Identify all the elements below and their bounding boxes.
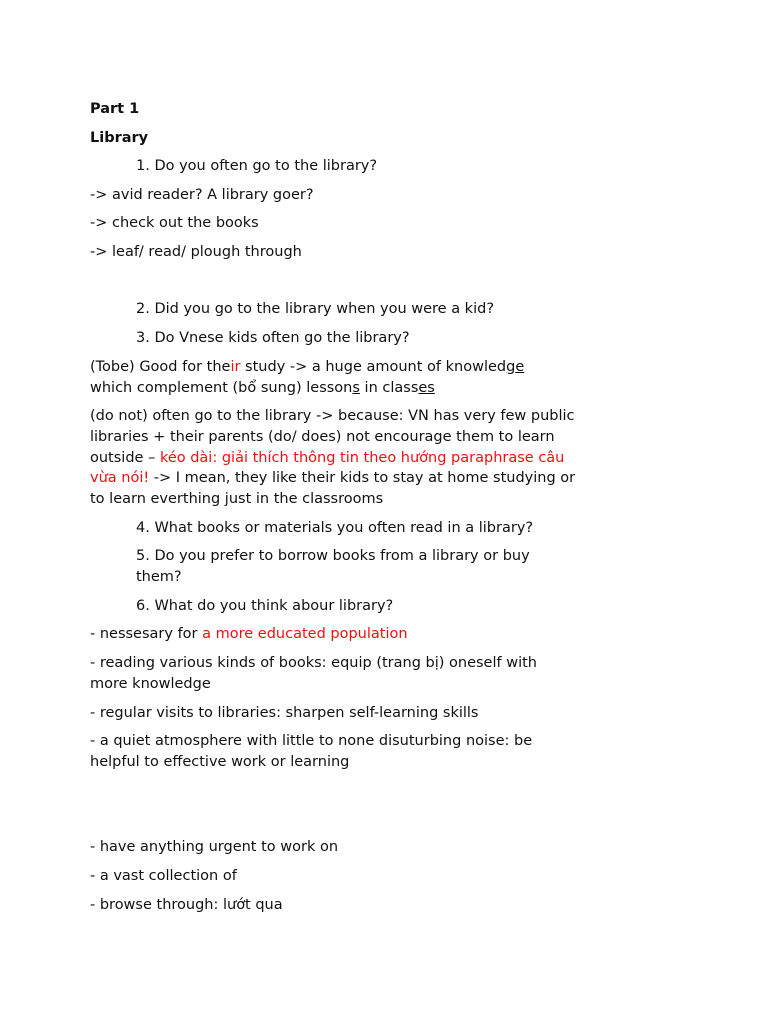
answer-6-item: - regular visits to libraries: sharpen self-learning skills (90, 705, 479, 721)
answer-3-paragraph (90, 406, 590, 510)
answer-3-line-1 (90, 357, 524, 378)
answer-text: - nessesary for (90, 626, 203, 642)
answer-6-item: - a quiet atmosphere with little to none disuturbing noise: be helpful to effective work or learning (90, 733, 533, 770)
underlined-text: ge (506, 359, 525, 375)
underlined-text: s (352, 380, 360, 396)
vocab-note: - have anything urgent to work on (90, 839, 339, 855)
answer-text: in class (359, 380, 419, 396)
note-line: -> leaf/ read/ plough through (90, 244, 302, 260)
question-5: 5. Do you prefer to borrow books from a library or buy them? (136, 548, 530, 585)
question-6: 6. What do you think abour library? (136, 598, 394, 614)
red-highlight: kéo dài: giải thích thông tin theo hướng paraphrase câu vừa nói! (90, 449, 565, 487)
vocab-note: - a vast collection of (90, 868, 237, 884)
red-highlight: ir (230, 359, 241, 375)
answer-text: (do not) often go to the library -> because: VN has very few public libraries + their parents (do/ does) not encourage them to learn outside – (90, 408, 575, 466)
answer-3-line-2 (90, 378, 435, 399)
answer-6-item: - reading various kinds of books: equip (trang bị) oneself with more knowledge (90, 655, 537, 692)
answer-text: which complement (bổ sung) lesson (90, 380, 353, 396)
question-1: 1. Do you often go to the library? (136, 158, 378, 174)
question-3: 3. Do Vnese kids often go the library? (136, 330, 410, 346)
part-heading: Part 1 (90, 101, 140, 117)
vocab-note: - browse through: lướt qua (90, 897, 283, 913)
red-highlight: a more educated population (202, 626, 408, 642)
note-line: -> check out the books (90, 215, 259, 231)
answer-text: -> I mean, they like their kids to stay at home studying or to learn everthing just in the classrooms (90, 470, 576, 508)
topic-heading: Library (90, 130, 149, 146)
note-line: -> avid reader? A library goer? (90, 187, 314, 203)
answer-text: study -> a huge amount of knowled (240, 359, 507, 375)
answer-text: (Tobe) Good for the (90, 359, 231, 375)
question-4: 4. What books or materials you often read in a library? (136, 520, 534, 536)
answer-6-item (90, 624, 408, 645)
question-2: 2. Did you go to the library when you were a kid? (136, 301, 495, 317)
underlined-text: es (418, 380, 435, 396)
